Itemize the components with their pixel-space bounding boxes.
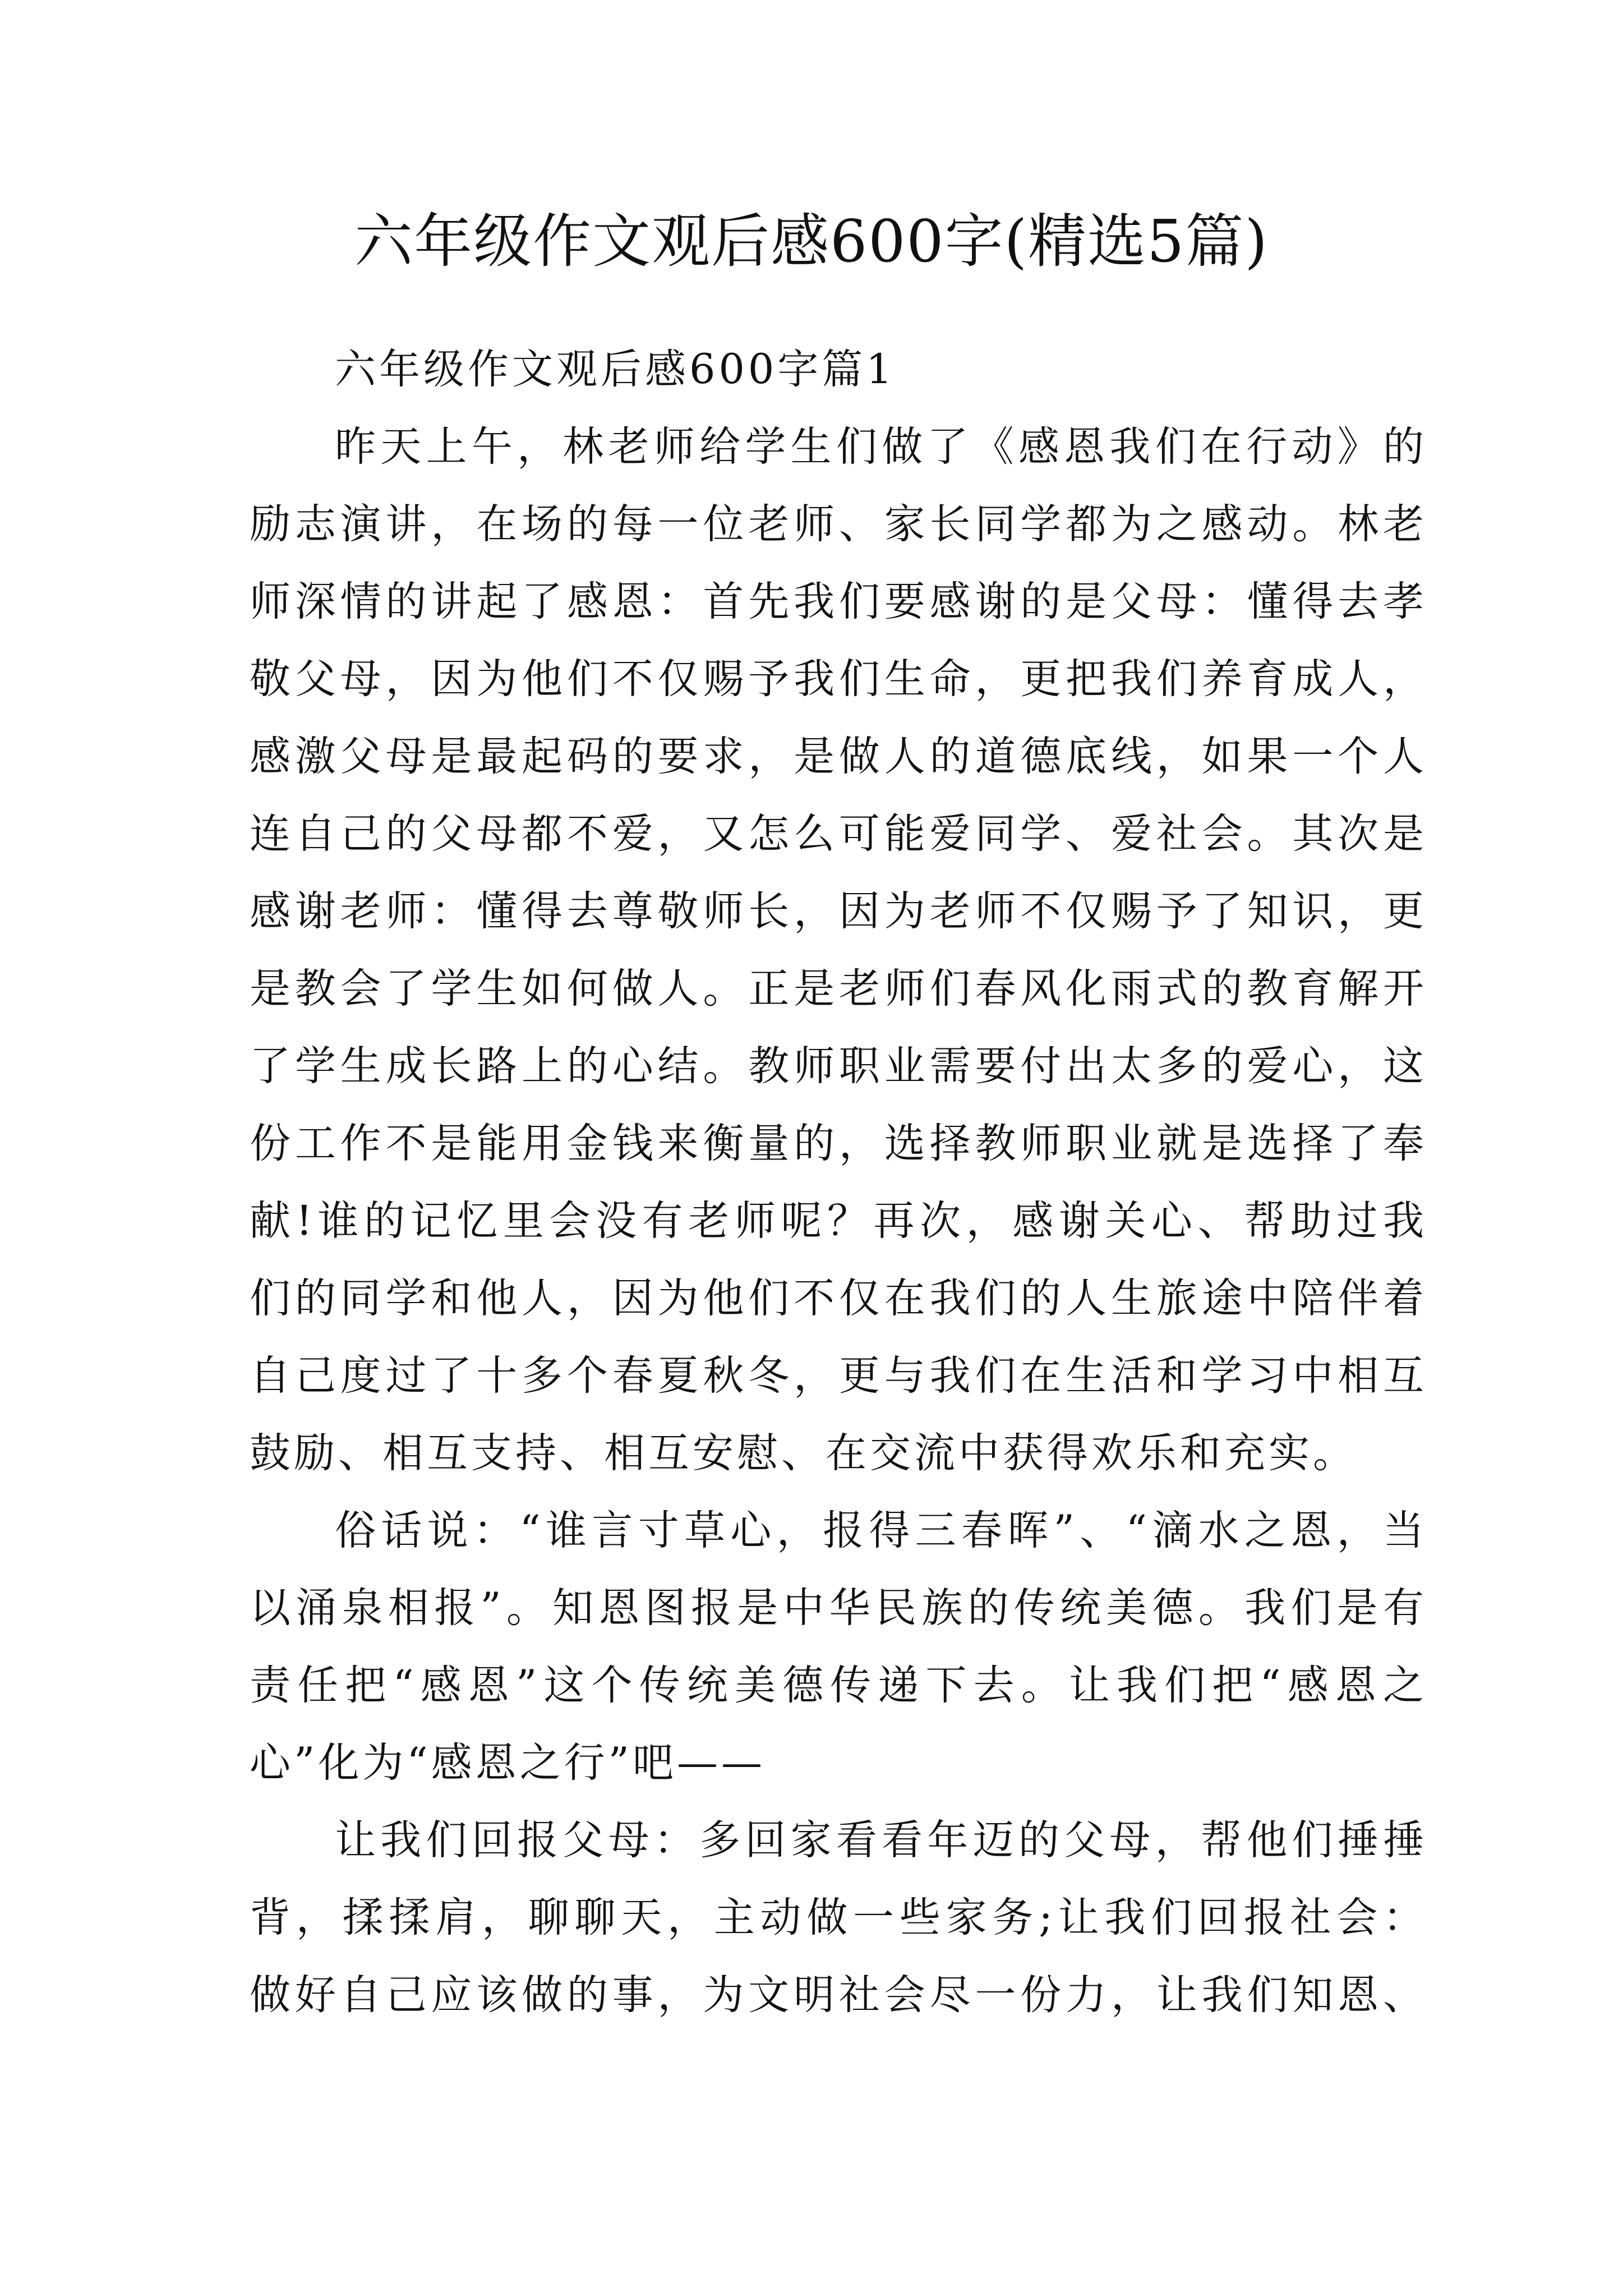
paragraph-line: 师深情的讲起了感恩：首先我们要感谢的是父母：懂得去孝 [250, 578, 1427, 625]
paragraph-line: 励志演讲，在场的每一位老师、家长同学都为之感动。林老 [250, 500, 1427, 548]
paragraph-line: 背，揉揉肩，聊聊天，主动做一些家务;让我们回报社会： [250, 1894, 1427, 1941]
paragraph-line: 们的同学和他人，因为他们不仅在我们的人生旅途中陪伴着 [250, 1274, 1427, 1322]
section-heading: 六年级作文观后感600字篇1 [335, 346, 896, 393]
document-title: 六年级作文观后感600字(精选5篇) [354, 207, 1269, 275]
paragraph-line: 做好自己应该做的事，为文明社会尽一份力，让我们知恩、 [250, 1971, 1427, 2019]
paragraph-line: 昨天上午，林老师给学生们做了《感恩我们在行动》的 [335, 423, 1427, 471]
paragraph-line: 敬父母，因为他们不仅赐予我们生命，更把我们养育成人， [250, 655, 1427, 703]
paragraph-line: 感激父母是最起码的要求，是做人的道德底线，如果一个人 [250, 733, 1427, 780]
paragraph-line: 鼓励、相互支持、相互安慰、在交流中获得欢乐和充实。 [250, 1429, 1357, 1477]
paragraph-line: 责任把“感恩”这个传统美德传递下去。让我们把“感恩之 [250, 1662, 1427, 1709]
paragraph-line: 自己度过了十多个春夏秋冬，更与我们在生活和学习中相互 [250, 1352, 1427, 1400]
document-body [250, 331, 1427, 2034]
paragraph-line: 感谢老师：懂得去尊敬师长，因为老师不仅赐予了知识，更 [250, 887, 1427, 935]
paragraph-line: 献!谁的记忆里会没有老师呢？再次，感谢关心、帮助过我 [250, 1197, 1427, 1245]
paragraph-line: 份工作不是能用金钱来衡量的，选择教师职业就是选择了奉 [250, 1120, 1427, 1167]
paragraph-line: 以涌泉相报”。知恩图报是中华民族的传统美德。我们是有 [250, 1584, 1427, 1632]
paragraph-line: 是教会了学生如何做人。正是老师们春风化雨式的教育解开 [250, 965, 1427, 1013]
paragraph-line: 连自己的父母都不爱，又怎么可能爱同学、爱社会。其次是 [250, 810, 1427, 858]
paragraph-line: 了学生成长路上的心结。教师职业需要付出太多的爱心，这 [250, 1042, 1427, 1090]
paragraph-line: 让我们回报父母：多回家看看年迈的父母，帮他们捶捶 [335, 1816, 1427, 1864]
paragraph-line: 俗话说：“谁言寸草心，报得三春晖”、“滴水之恩，当 [335, 1507, 1427, 1554]
paragraph-line: 心”化为“感恩之行”吧—— [250, 1739, 766, 1787]
